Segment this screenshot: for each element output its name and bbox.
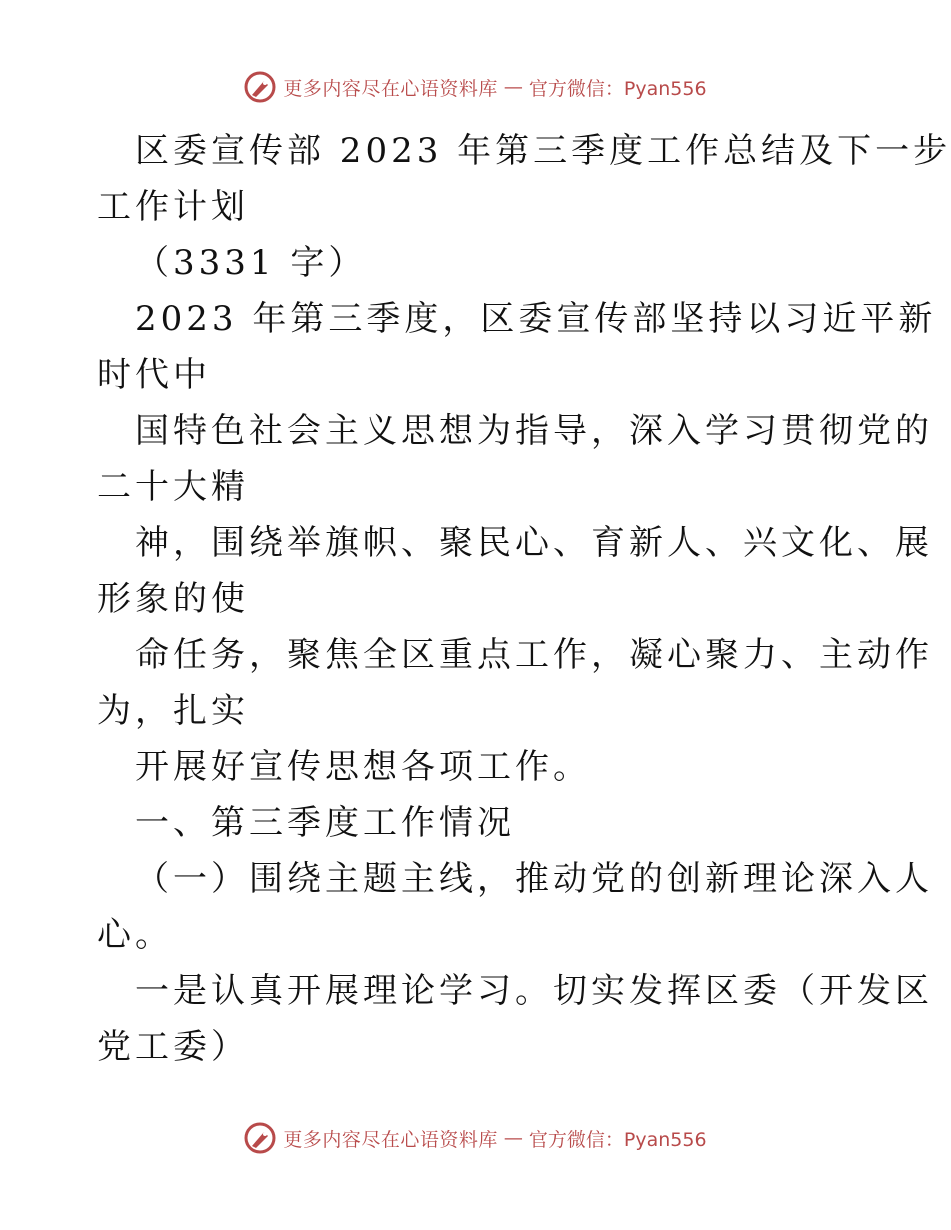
text-line: 区委宣传部 2023 年第三季度工作总结及下一步 — [135, 131, 951, 171]
text-line: 时代中 — [97, 355, 211, 395]
text-line: 形象的使 — [97, 579, 249, 619]
text-line: 二十大精 — [97, 467, 249, 507]
watermark-text: 更多内容尽在心语资料库 — [283, 77, 498, 100]
watermark-separator: — — [503, 76, 523, 98]
text-line: （一）围绕主题主线，推动党的创新理论深入人 — [135, 859, 933, 899]
document-body — [97, 123, 951, 1075]
pen-nib-logo-icon — [243, 1121, 277, 1155]
pen-nib-logo-icon — [243, 70, 277, 104]
text-line: 命任务，聚焦全区重点工作，凝心聚力、主动作 — [135, 635, 933, 675]
text-line: 国特色社会主义思想为指导，深入学习贯彻党的 — [135, 411, 933, 451]
text-line: 心。 — [97, 915, 173, 955]
text-line: 工作计划 — [97, 187, 249, 227]
watermark-wechat: 官方微信：Pyan556 — [528, 1128, 707, 1151]
watermark-separator: — — [503, 1127, 523, 1149]
footer-watermark — [0, 1121, 950, 1155]
text-line: 为，扎实 — [97, 691, 249, 731]
text-line: 2023 年第三季度，区委宣传部坚持以习近平新 — [135, 299, 937, 339]
text-line: 党工委） — [97, 1027, 249, 1067]
text-line: （3331 字） — [135, 243, 367, 283]
text-line: 一是认真开展理论学习。切实发挥区委（开发区 — [135, 971, 933, 1011]
watermark-wechat: 官方微信：Pyan556 — [528, 77, 707, 100]
text-line: 一、第三季度工作情况 — [135, 803, 515, 843]
text-line: 开展好宣传思想各项工作。 — [135, 747, 591, 787]
watermark-text: 更多内容尽在心语资料库 — [283, 1128, 498, 1151]
text-line: 神，围绕举旗帜、聚民心、育新人、兴文化、展 — [135, 523, 933, 563]
header-watermark — [0, 70, 950, 104]
